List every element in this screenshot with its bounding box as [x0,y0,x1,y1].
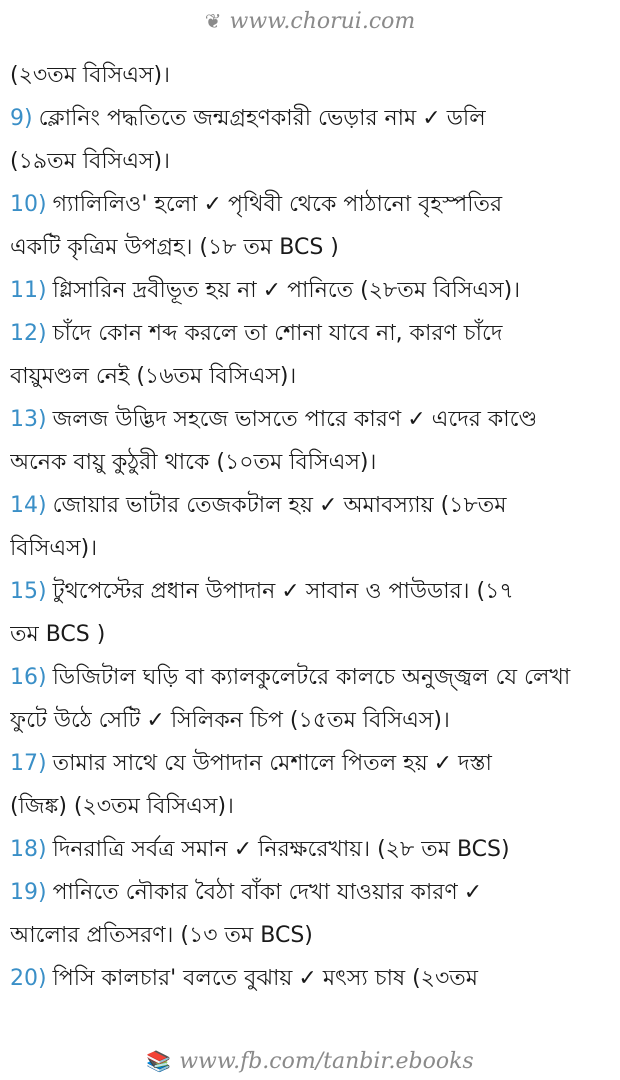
line-text: আলোর প্রতিসরণ। (১৩ তম BCS) [10,923,313,948]
line-text: টুথপেস্টের প্রধান উপাদান [52,579,276,604]
page-footer [0,1044,620,1078]
line-text: (২৩তম বিসিএস)। [10,63,170,88]
check-icon: ✓ [298,966,317,991]
text-line [10,398,610,441]
line-text: তম BCS ) [10,622,106,647]
header-site-url[interactable]: www.chorui.com [229,8,416,34]
question-number: 12) [10,321,47,346]
line-text: গ্যালিলিও' হলো [52,192,198,217]
line-text: একটি কৃত্রিম উপগ্রহ। (১৮ তম BCS ) [10,235,339,260]
check-icon: ✓ [146,708,165,733]
check-icon: ✓ [422,106,441,131]
text-line [10,441,610,484]
question-number: 18) [10,837,47,862]
check-icon: ✓ [407,407,426,432]
answer-text: পৃথিবী থেকে পাঠানো বৃহস্পতির [227,192,503,217]
line-text: (১৯তম বিসিএস)। [10,149,170,174]
line-text: ফুটে উঠে সেটি [10,708,141,733]
line-text: চাঁদে কোন শব্দ করলে তা শোনা যাবে না, কারণ চাঁদে [52,321,503,346]
line-text: পিসি কালচার' বলতে বুঝায় [52,966,293,991]
page-header [0,4,620,38]
question-number: 20) [10,966,47,991]
answer-text: ডলি [446,106,486,131]
question-number: 19) [10,880,47,905]
check-icon: ✓ [281,579,300,604]
answer-text: এদের কাণ্ডে [431,407,538,432]
answer-text: নিরক্ষরেখায়। (২৮ তম BCS) [258,837,510,862]
question-list [10,54,610,1000]
question-number: 9) [10,106,33,131]
check-icon: ✓ [433,751,453,776]
text-line [10,785,610,828]
text-line [10,742,610,785]
line-text: জলজ উদ্ভিদ সহজে ভাসতে পারে কারণ [52,407,402,432]
text-line [10,699,610,742]
text-line [10,527,610,570]
answer-text: পানিতে (২৮তম বিসিএস)। [287,278,521,303]
line-text: বিসিএস)। [10,536,98,561]
line-text: ক্লোনিং পদ্ধতিতে জন্মগ্রহণকারী ভেড়ার নাম [38,106,417,131]
answer-text: দস্তা [458,751,492,776]
text-line [10,183,610,226]
text-line [10,914,610,957]
line-text: অনেক বায়ু কুঠুরী থাকে (১০তম বিসিএস)। [10,450,377,475]
line-text: গ্লিসারিন দ্রবীভূত হয় না [52,278,257,303]
line-text: (জিঙ্ক) (২৩তম বিসিএস)। [10,794,234,819]
answer-text: সিলিকন চিপ (১৫তম বিসিএস)। [170,708,450,733]
check-icon: ✓ [262,278,282,303]
text-line [10,484,610,527]
books-icon: 📚 [146,1049,172,1073]
text-line [10,54,610,97]
question-number: 13) [10,407,47,432]
answer-text: মৎস্য চাষ (২৩তম [322,966,479,991]
line-text: বায়ুমণ্ডল নেই (১৬তম বিসিএস)। [10,364,297,389]
text-line [10,656,610,699]
check-icon: ✓ [203,192,222,217]
question-number: 10) [10,192,47,217]
text-line [10,871,610,914]
answer-text: সাবান ও পাউডার। (১৭ [305,579,514,604]
butterfly-icon: ❦ [204,9,222,33]
text-line [10,269,610,312]
check-icon: ✓ [463,880,483,905]
text-line [10,355,610,398]
line-text: ডিজিটাল ঘড়ি বা ক্যালকুলেটরে কালচে অনুজ্জ্বল যে লেখা [52,665,571,690]
question-number: 16) [10,665,47,690]
text-line [10,226,610,269]
line-text: জোয়ার ভাটার তেজকটাল হয় [52,493,314,518]
line-text: দিনরাত্রি সর্বত্র সমান [52,837,228,862]
text-line [10,312,610,355]
check-icon: ✓ [233,837,253,862]
text-line [10,957,610,1000]
text-line [10,97,610,140]
answer-text: অমাবস্যায় (১৮তম [343,493,507,518]
question-number: 14) [10,493,47,518]
line-text: তামার সাথে যে উপাদান মেশালে পিতল হয় [52,751,428,776]
check-icon: ✓ [319,493,338,518]
footer-site-url[interactable]: www.fb.com/tanbir.ebooks [179,1048,474,1074]
text-line [10,613,610,656]
text-line [10,140,610,183]
text-line [10,828,610,871]
question-number: 15) [10,579,47,604]
text-line [10,570,610,613]
question-number: 17) [10,751,47,776]
line-text: পানিতে নৌকার বৈঠা বাঁকা দেখা যাওয়ার কারণ [52,880,458,905]
question-number: 11) [10,278,47,303]
